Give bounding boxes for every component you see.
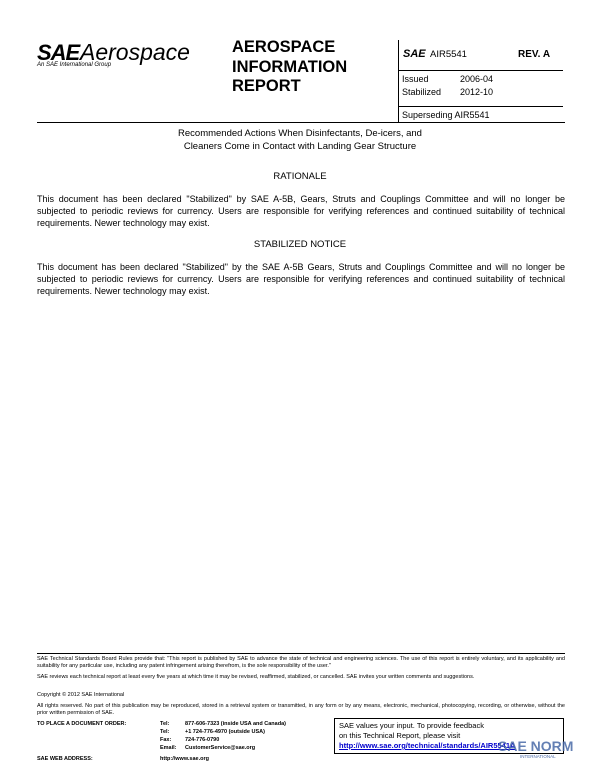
tel2-value: +1 724-776-4970 (outside USA) <box>185 729 265 735</box>
footer-copyright: Copyright © 2012 SAE International <box>37 692 125 698</box>
footer-rules-text: SAE Technical Standards Board Rules provide that: "This report is published by SAE to advance the state of technical and engineering sciences. The use of this report is entirely voluntary, and its applicability and suitability for any particular use, including any patent infringement arising therefrom, is the sole responsibility of the user." <box>37 656 565 669</box>
order-label: TO PLACE A DOCUMENT ORDER: <box>37 721 127 727</box>
title-line-2: INFORMATION <box>232 57 348 76</box>
rationale-heading: RATIONALE <box>273 171 327 182</box>
sae-norm-watermark: SAE NORM <box>498 738 574 754</box>
fax-label: Fax: <box>160 737 172 743</box>
document-subject <box>0 127 600 153</box>
email-value[interactable]: CustomerService@sae.org <box>185 745 256 751</box>
header-bottom-rule <box>37 122 565 123</box>
subject-line-2: Cleaners Come in Contact with Landing Gear Structure <box>183 141 417 152</box>
title-line-1: AEROSPACE <box>232 38 336 56</box>
stabilized-label: Stabilized <box>402 87 442 97</box>
feedback-line-2: on this Technical Report, please visit <box>339 731 461 740</box>
header-divider-1 <box>398 70 563 71</box>
logo-subtitle: An SAE International Group <box>37 62 112 68</box>
footer-rule <box>37 653 565 654</box>
document-number: AIR5541 <box>430 49 467 60</box>
stabilized-notice-text: This document has been declared "Stabilized" by the SAE A-5B Gears, Struts and Couplings Committee and will no longer be subjected to periodic reviews for currency. Users are responsible for verifying references and continued suitability of technical requirements. Newer technology may exist. <box>37 262 565 296</box>
subject-line-1: Recommended Actions When Disinfectants, De-icers, and <box>178 128 422 139</box>
tel-label: Tel: <box>160 721 170 727</box>
tel-value: 877-606-7323 (inside USA and Canada) <box>185 721 286 727</box>
title-line-3: REPORT <box>232 77 301 95</box>
web-value[interactable]: http://www.sae.org <box>160 756 209 762</box>
revision: REV. A <box>518 49 551 60</box>
issued-label: Issued <box>402 74 429 84</box>
issued-date: 2006-04 <box>460 74 494 84</box>
fax-value: 724-776-0790 <box>185 737 220 743</box>
sae-mini-logo: SAE <box>403 48 426 60</box>
footer-review-text: SAE reviews each technical report at least every five years at which time it may be revised, reaffirmed, stabilized, or cancelled. SAE invites your written comments and suggestions. <box>37 674 475 680</box>
tel2-label: Tel: <box>160 729 170 735</box>
rationale-text: This document has been declared "Stabilized" by SAE A-5B, Gears, Struts and Couplings Committee and will no longer be subjected to periodic reviews for currency. Users are responsible for verifying references and continued suitability of technical requirements. Newer technology may exist. <box>37 194 565 228</box>
stabilized-date: 2012-10 <box>460 87 494 97</box>
aerospace-logo: Aerospace <box>80 39 190 65</box>
feedback-line-1: SAE values your input. To provide feedback <box>339 721 484 730</box>
web-label: SAE WEB ADDRESS: <box>37 756 93 762</box>
header-divider-2 <box>398 106 563 107</box>
report-type-title <box>232 38 347 97</box>
feedback-link[interactable]: http://www.sae.org/technical/standards/AIR5541A <box>339 741 516 750</box>
superseding: Superseding AIR5541 <box>402 110 490 120</box>
watermark-subtitle: INTERNATIONAL <box>520 754 556 759</box>
stabilized-notice-heading: STABILIZED NOTICE <box>253 239 347 250</box>
sae-logo: SAE <box>37 40 80 65</box>
footer-rights-text: All rights reserved. No part of this publication may be reproduced, stored in a retrieval system or transmitted, in any form or by any means, electronic, mechanical, photocopying, recording, or otherwise, without the prior written permission of SAE. <box>37 703 565 716</box>
header-divider-vertical <box>398 40 399 122</box>
email-label: Email: <box>160 745 177 751</box>
